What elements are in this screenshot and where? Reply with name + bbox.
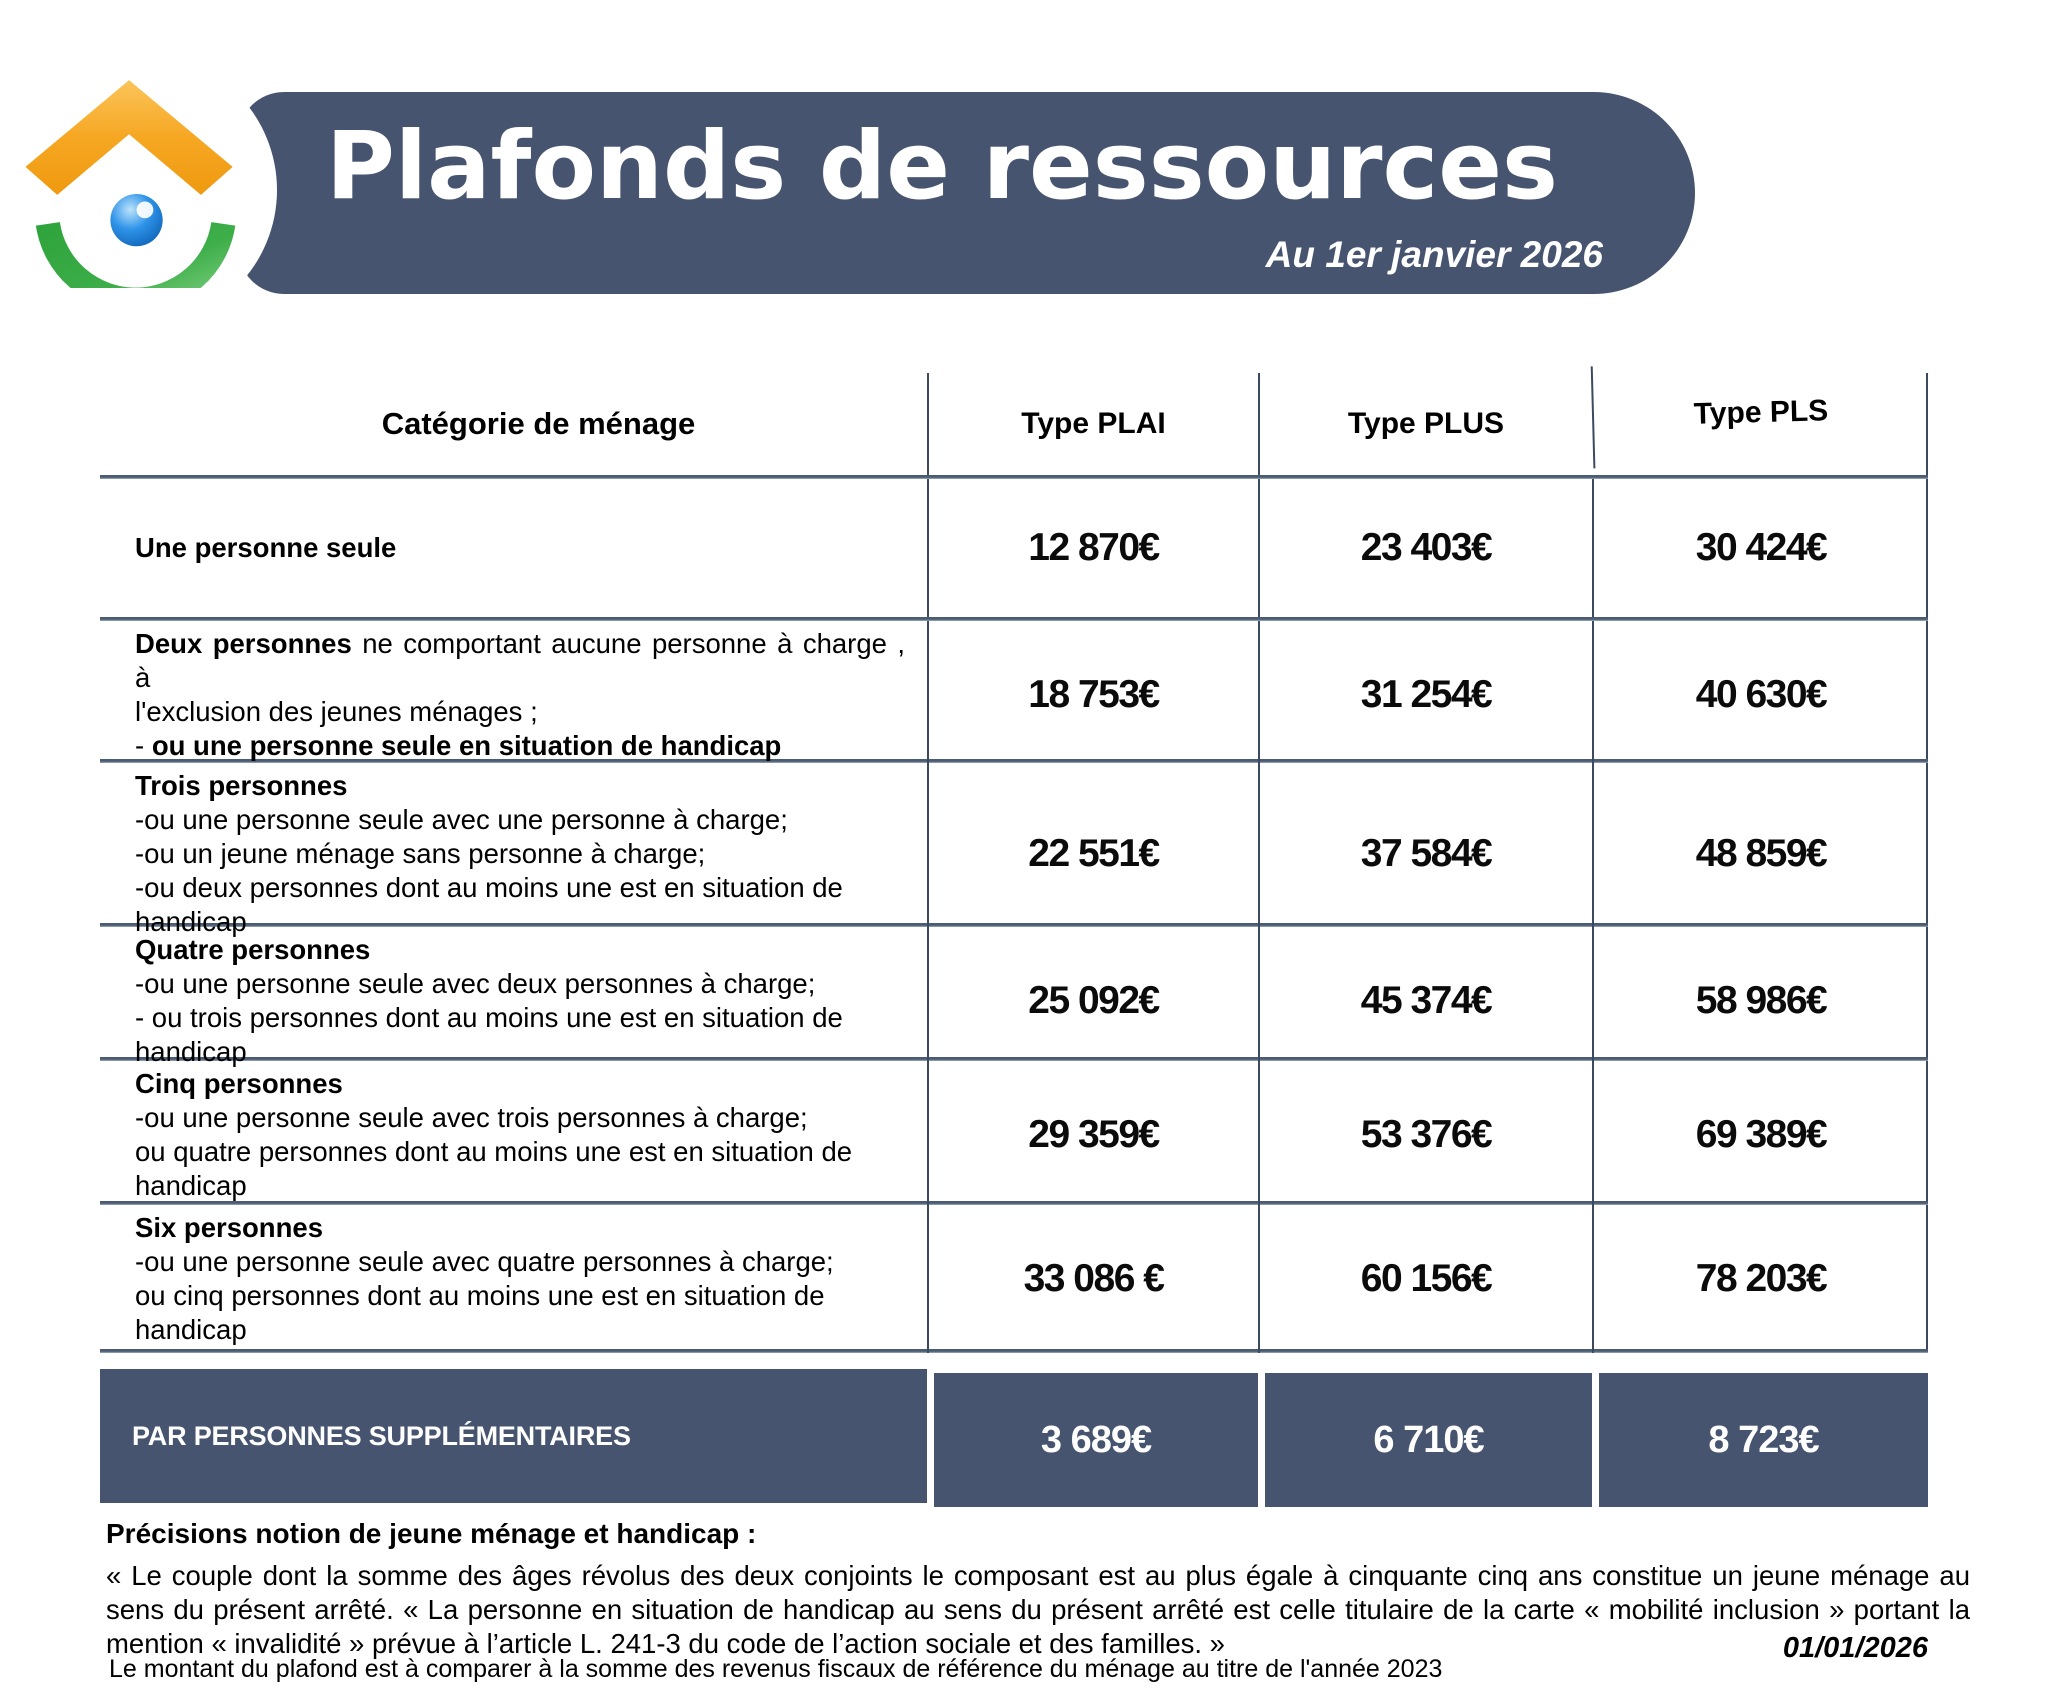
household-category: Trois personnes -ou une personne seule avec une personne à charge; -ou un jeune ménage sans personne à charge; -ou deux personnes dont au moins une est en situation de handicap — [135, 770, 843, 937]
amount-cell: 69 389€ — [1592, 1061, 1928, 1209]
table-row — [100, 479, 1928, 617]
table-row — [100, 927, 1928, 1067]
amount-cell: 48 859€ — [1592, 763, 1928, 945]
amount-cell: 25 092€ — [927, 927, 1258, 1075]
amount-cell: 33 086 € — [927, 1205, 1258, 1353]
amount-cell: 45 374€ — [1258, 927, 1592, 1075]
household-category: Cinq personnes -ou une personne seule avec trois personnes à charge; ou quatre personnes dont au moins une est en situation de handicap — [135, 1068, 853, 1201]
supplement-amount-plai: 3 689€ — [927, 1373, 1258, 1507]
amount-cell: 78 203€ — [1592, 1205, 1928, 1353]
supplement-amount-pls: 8 723€ — [1592, 1373, 1928, 1507]
banner-subtitle: Au 1er janvier 2026 — [1265, 234, 1603, 275]
resource-ceilings-table — [100, 373, 1928, 1503]
table-row — [100, 1205, 1928, 1349]
amount-cell: 12 870€ — [927, 479, 1258, 617]
effective-date: 01/01/2026 — [1782, 1632, 1928, 1664]
column-header-category: Catégorie de ménage — [381, 406, 696, 441]
amount-cell: 40 630€ — [1592, 621, 1928, 769]
amount-cell: 60 156€ — [1258, 1205, 1592, 1353]
house-roof-eye-smile-logo-icon — [18, 72, 242, 288]
household-category: Six personnes -ou une personne seule avec quatre personnes à charge; ou cinq personnes dont au moins une est en situation de handicap — [135, 1212, 834, 1345]
table-row — [100, 1061, 1928, 1201]
page-title: Plafonds de ressources — [326, 112, 1558, 221]
amount-cell: 30 424€ — [1592, 479, 1928, 617]
amount-cell: 58 986€ — [1592, 927, 1928, 1075]
amount-cell: 23 403€ — [1258, 479, 1592, 617]
roof-chevron-icon — [25, 80, 232, 195]
notes-body: « Le couple dont la somme des âges révolus des deux conjoints le composant est au plus égale à cinquante cinq ans constitue un jeune ménage au sens du présent arrêté. « La personne en situation de handicap au sens du présent arrêté est celle titulaire de la carte « mobilité inclusion » portant la mention « invalidité » prévue à l’article L. 241-3 du code de l’action sociale et des familles. » — [106, 1560, 1970, 1659]
supplement-row — [100, 1369, 1928, 1503]
table-row — [100, 621, 1928, 759]
footnote: Le montant du plafond est à comparer à la somme des revenus fiscaux de référence du ménage au titre de l'année 2023 — [109, 1655, 1443, 1683]
title-banner — [238, 92, 1695, 294]
column-header-plus: Type PLUS — [1258, 373, 1592, 475]
table-row — [100, 763, 1928, 937]
supplement-label: PAR PERSONNES SUPPLÉMENTAIRES — [100, 1369, 927, 1503]
amount-cell: 37 584€ — [1258, 763, 1592, 945]
table-header-row — [100, 373, 1928, 475]
amount-cell: 53 376€ — [1258, 1061, 1592, 1209]
column-header-plai: Type PLAI — [927, 373, 1258, 475]
amount-cell: 29 359€ — [927, 1061, 1258, 1209]
amount-cell: 31 254€ — [1258, 621, 1592, 769]
supplement-amount-plus: 6 710€ — [1258, 1373, 1592, 1507]
amount-cell: 22 551€ — [927, 763, 1258, 945]
eye-icon — [110, 194, 162, 246]
column-header-pls: Type PLS — [1591, 358, 1930, 469]
household-category: Une personne seule — [135, 532, 397, 563]
notes-heading: Précisions notion de jeune ménage et handicap : — [106, 1518, 757, 1549]
amount-cell: 18 753€ — [927, 621, 1258, 769]
household-category: Deux personnes ne comportant aucune personne à charge , à l'exclusion des jeunes ménages ; - ou une personne seule en situation de handicap — [135, 628, 905, 761]
table-body — [100, 479, 1928, 1353]
household-category: Quatre personnes -ou une personne seule avec deux personnes à charge; - ou trois personnes dont au moins une est en situation de handicap — [135, 934, 843, 1067]
